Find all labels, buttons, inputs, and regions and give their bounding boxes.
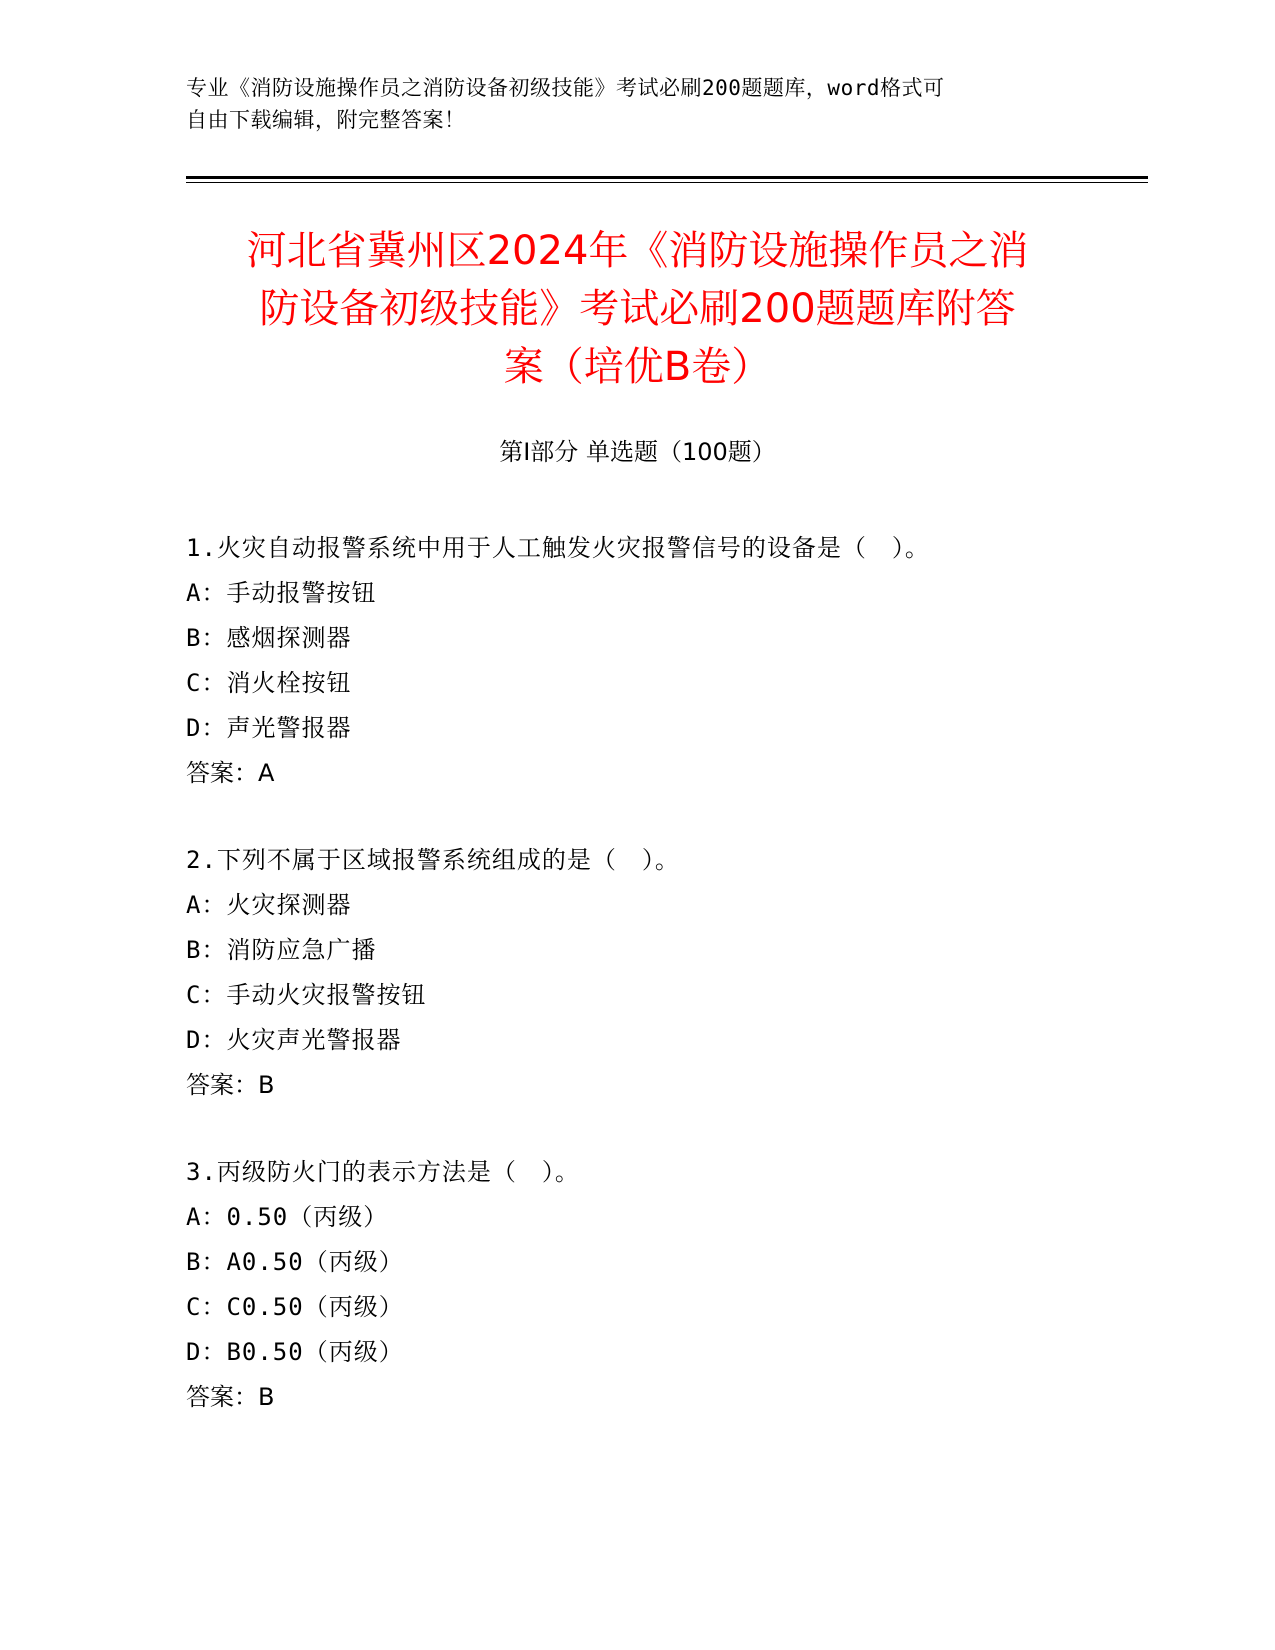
option-c: C：手动火灾报警按钮 (186, 981, 427, 1009)
answer-line: 答案：B (186, 1383, 275, 1411)
option-b: B：消防应急广播 (186, 936, 377, 964)
option-d: D：声光警报器 (186, 714, 352, 742)
option-a: A：手动报警按钮 (186, 579, 377, 607)
header-note (186, 72, 1086, 136)
option-a: A：0.50（丙级） (186, 1203, 389, 1231)
document-title (170, 222, 1105, 396)
question-item (186, 1150, 1146, 1420)
question-list (186, 526, 1146, 1462)
title-line-1: 河北省冀州区2024年《消防设施操作员之消 (246, 228, 1029, 274)
option-a: A：火灾探测器 (186, 891, 352, 919)
header-note-line-1: 专业《消防设施操作员之消防设备初级技能》考试必刷200题题库，word格式可 (186, 76, 945, 100)
section-title: 第Ⅰ部分 单选题（100题） (499, 438, 776, 466)
answer-line: 答案：B (186, 1071, 275, 1099)
title-line-3: 案（培优B卷） (503, 344, 772, 390)
option-d: D：火灾声光警报器 (186, 1026, 402, 1054)
title-line-2: 防设备初级技能》考试必刷200题题库附答 (259, 286, 1016, 332)
question-item (186, 526, 1146, 796)
question-stem: 2.下列不属于区域报警系统组成的是（ ）。 (186, 846, 680, 874)
option-d: D：B0.50（丙级） (186, 1338, 404, 1366)
option-c: C：C0.50（丙级） (186, 1293, 404, 1321)
question-stem: 1.火灾自动报警系统中用于人工触发火灾报警信号的设备是（ ）。 (186, 534, 930, 562)
option-b: B：A0.50（丙级） (186, 1248, 404, 1276)
header-divider-thin (186, 182, 1148, 183)
question-stem: 3.丙级防火门的表示方法是（ ）。 (186, 1158, 580, 1186)
option-b: B：感烟探测器 (186, 624, 352, 652)
answer-line: 答案：A (186, 759, 275, 787)
header-divider-thick (186, 176, 1148, 179)
option-c: C：消火栓按钮 (186, 669, 352, 697)
header-note-line-2: 自由下载编辑，附完整答案！ (186, 108, 466, 132)
question-item (186, 838, 1146, 1108)
